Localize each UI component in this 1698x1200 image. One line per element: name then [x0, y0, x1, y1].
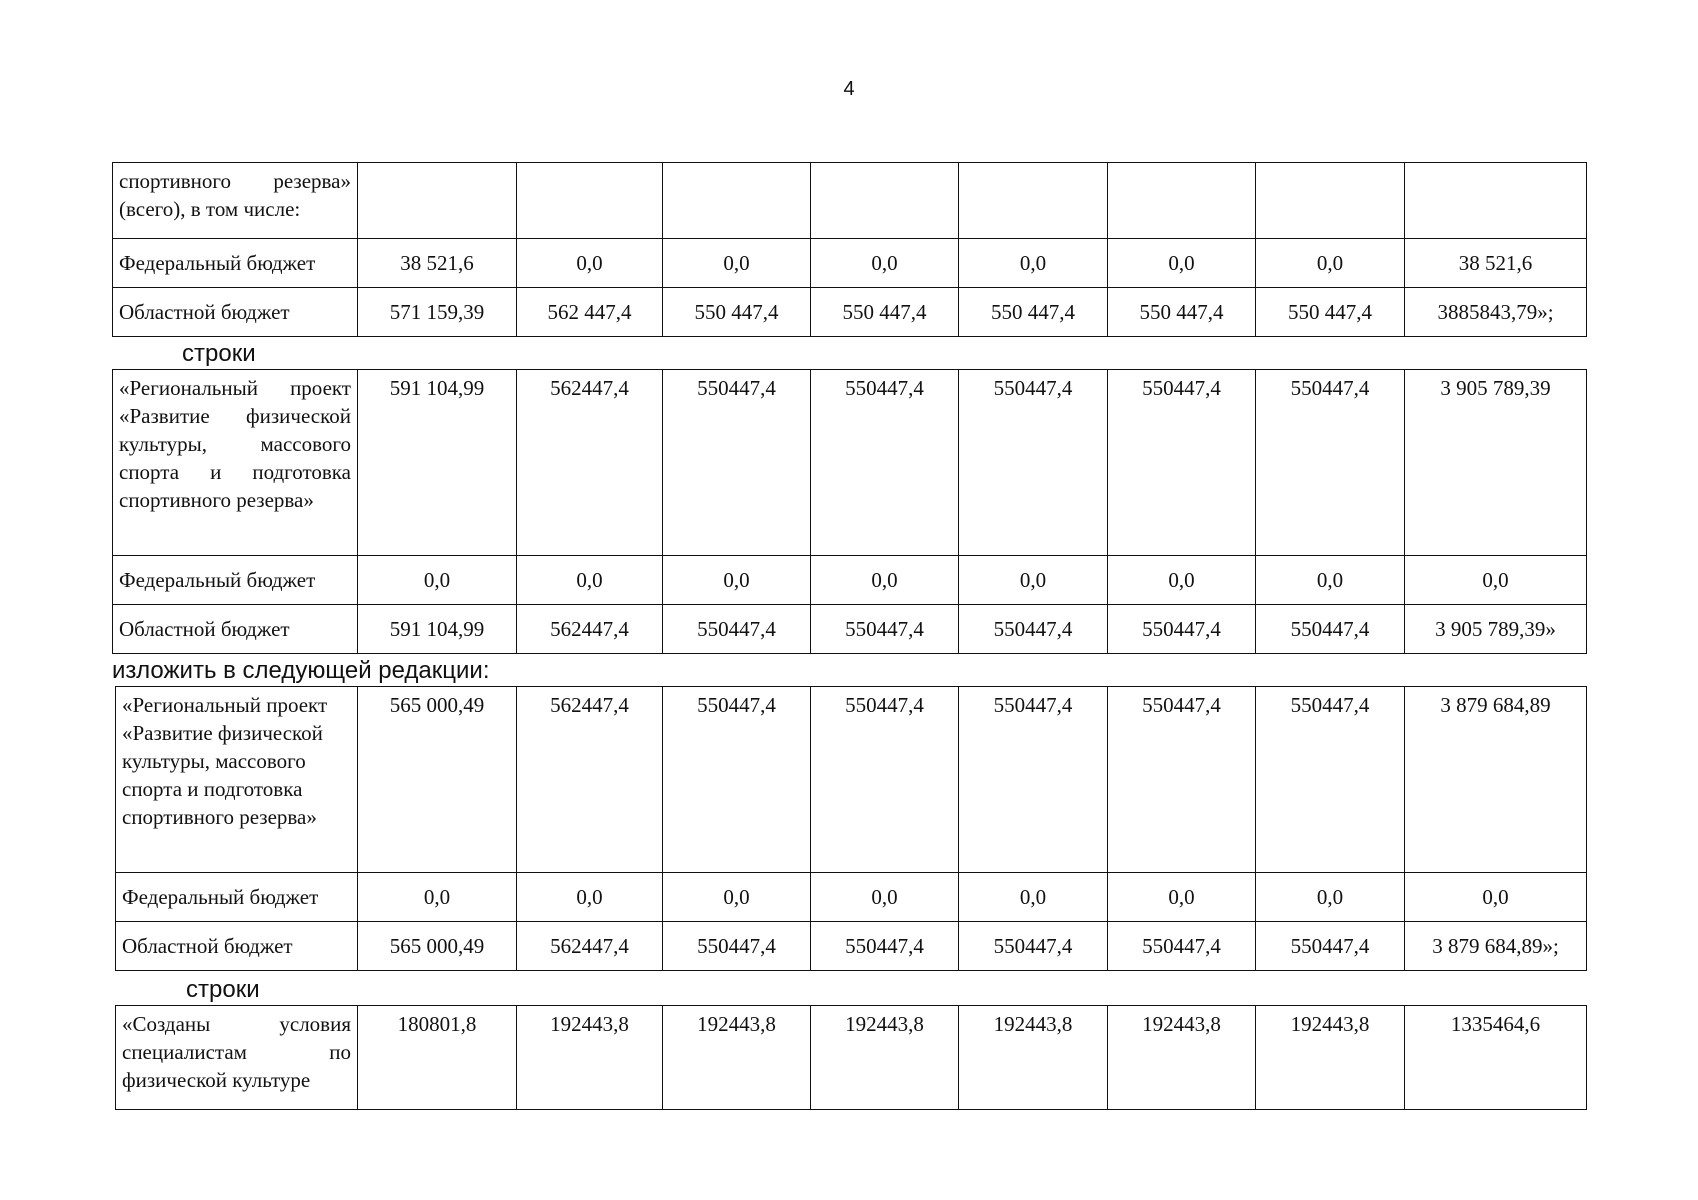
cell: 192443,8: [1108, 1006, 1256, 1110]
row-label: «Региональный проект «Развитие физической культуры, массового спорта и подготовка спортивного резерва»: [113, 370, 358, 556]
table-row: [113, 288, 1587, 337]
cell: 3 879 684,89»;: [1405, 922, 1587, 971]
cell: 3 879 684,89: [1405, 687, 1587, 873]
cell: 550447,4: [811, 922, 959, 971]
cell: 571 159,39: [358, 288, 517, 337]
row-label: Областной бюджет: [113, 605, 358, 654]
cell: [517, 163, 663, 239]
cell: 0,0: [811, 239, 959, 288]
cell: 550 447,4: [811, 288, 959, 337]
separator-text: изложить в следующей редакции:: [112, 657, 490, 684]
cell: 550447,4: [959, 687, 1108, 873]
budget-table-specialists: [115, 1005, 1587, 1110]
cell: 550447,4: [1256, 605, 1405, 654]
cell: 0,0: [663, 873, 811, 922]
cell: 550447,4: [1256, 687, 1405, 873]
cell: 0,0: [1405, 873, 1587, 922]
cell: 550447,4: [1256, 370, 1405, 556]
cell: 0,0: [517, 239, 663, 288]
cell: [1256, 163, 1405, 239]
cell: 192443,8: [811, 1006, 959, 1110]
cell: 0,0: [517, 556, 663, 605]
cell: 550447,4: [959, 370, 1108, 556]
cell: 550447,4: [663, 922, 811, 971]
cell: 550447,4: [1256, 922, 1405, 971]
cell: 0,0: [1256, 873, 1405, 922]
table-row: [113, 370, 1587, 556]
cell: 550447,4: [663, 370, 811, 556]
cell: 0,0: [811, 556, 959, 605]
cell: 180801,8: [358, 1006, 517, 1110]
cell: 550 447,4: [1108, 288, 1256, 337]
cell: 0,0: [1256, 239, 1405, 288]
cell: 38 521,6: [358, 239, 517, 288]
cell: 0,0: [1108, 556, 1256, 605]
cell: 562447,4: [517, 922, 663, 971]
row-label: «Созданы условия специалистам по физической культуре: [116, 1006, 358, 1110]
cell: 565 000,49: [358, 687, 517, 873]
cell: 550 447,4: [663, 288, 811, 337]
cell: 3 905 789,39»: [1405, 605, 1587, 654]
cell: 550447,4: [1108, 922, 1256, 971]
cell: 562447,4: [517, 370, 663, 556]
cell: 550447,4: [959, 922, 1108, 971]
cell: 0,0: [358, 873, 517, 922]
cell: 562447,4: [517, 605, 663, 654]
cell: [663, 163, 811, 239]
row-label: Федеральный бюджет: [113, 239, 358, 288]
table-row: [113, 239, 1587, 288]
cell: 550447,4: [1108, 605, 1256, 654]
cell: 192443,8: [663, 1006, 811, 1110]
row-label: Областной бюджет: [113, 288, 358, 337]
separator-text: строки: [182, 340, 256, 367]
cell: 550447,4: [663, 687, 811, 873]
cell: [358, 163, 517, 239]
cell: 550447,4: [1108, 687, 1256, 873]
cell: 0,0: [1108, 873, 1256, 922]
cell: [1108, 163, 1256, 239]
cell: [1405, 163, 1587, 239]
cell: 591 104,99: [358, 370, 517, 556]
cell: 591 104,99: [358, 605, 517, 654]
separator-text: строки: [186, 976, 260, 1003]
page-number: 4: [843, 78, 855, 100]
cell: 0,0: [1256, 556, 1405, 605]
cell: 0,0: [663, 556, 811, 605]
row-label: Областной бюджет: [116, 922, 358, 971]
row-label: спортивного резерва» (всего), в том числе:: [113, 163, 358, 239]
cell: 192443,8: [1256, 1006, 1405, 1110]
cell: 1335464,6: [1405, 1006, 1587, 1110]
cell: 550447,4: [811, 370, 959, 556]
table-row: [113, 605, 1587, 654]
cell: 192443,8: [517, 1006, 663, 1110]
cell: [811, 163, 959, 239]
budget-table-continuation: [112, 162, 1587, 337]
row-label: Федеральный бюджет: [116, 873, 358, 922]
cell: 0,0: [959, 556, 1108, 605]
cell: 550 447,4: [959, 288, 1108, 337]
cell: 192443,8: [959, 1006, 1108, 1110]
table-row: [116, 873, 1587, 922]
cell: 0,0: [1108, 239, 1256, 288]
row-label: Федеральный бюджет: [113, 556, 358, 605]
cell: 550447,4: [811, 605, 959, 654]
table-row: [113, 163, 1587, 239]
cell: 550447,4: [663, 605, 811, 654]
budget-table-new-project: [115, 686, 1587, 971]
table-row: [113, 556, 1587, 605]
cell: 0,0: [517, 873, 663, 922]
table-row: [116, 1006, 1587, 1110]
cell: 0,0: [811, 873, 959, 922]
cell: 550 447,4: [1256, 288, 1405, 337]
budget-table-old-project: [112, 369, 1587, 654]
cell: 0,0: [358, 556, 517, 605]
table-row: [116, 687, 1587, 873]
cell: 38 521,6: [1405, 239, 1587, 288]
cell: 3885843,79»;: [1405, 288, 1587, 337]
cell: 0,0: [1405, 556, 1587, 605]
row-label: «Региональный проект «Развитие физической культуры, массового спорта и подготовка спортивного резерва»: [116, 687, 358, 873]
cell: 0,0: [959, 873, 1108, 922]
cell: 562 447,4: [517, 288, 663, 337]
cell: 562447,4: [517, 687, 663, 873]
cell: 3 905 789,39: [1405, 370, 1587, 556]
cell: 0,0: [663, 239, 811, 288]
cell: 550447,4: [1108, 370, 1256, 556]
cell: 0,0: [959, 239, 1108, 288]
cell: [959, 163, 1108, 239]
cell: 550447,4: [959, 605, 1108, 654]
table-row: [116, 922, 1587, 971]
cell: 565 000,49: [358, 922, 517, 971]
cell: 550447,4: [811, 687, 959, 873]
